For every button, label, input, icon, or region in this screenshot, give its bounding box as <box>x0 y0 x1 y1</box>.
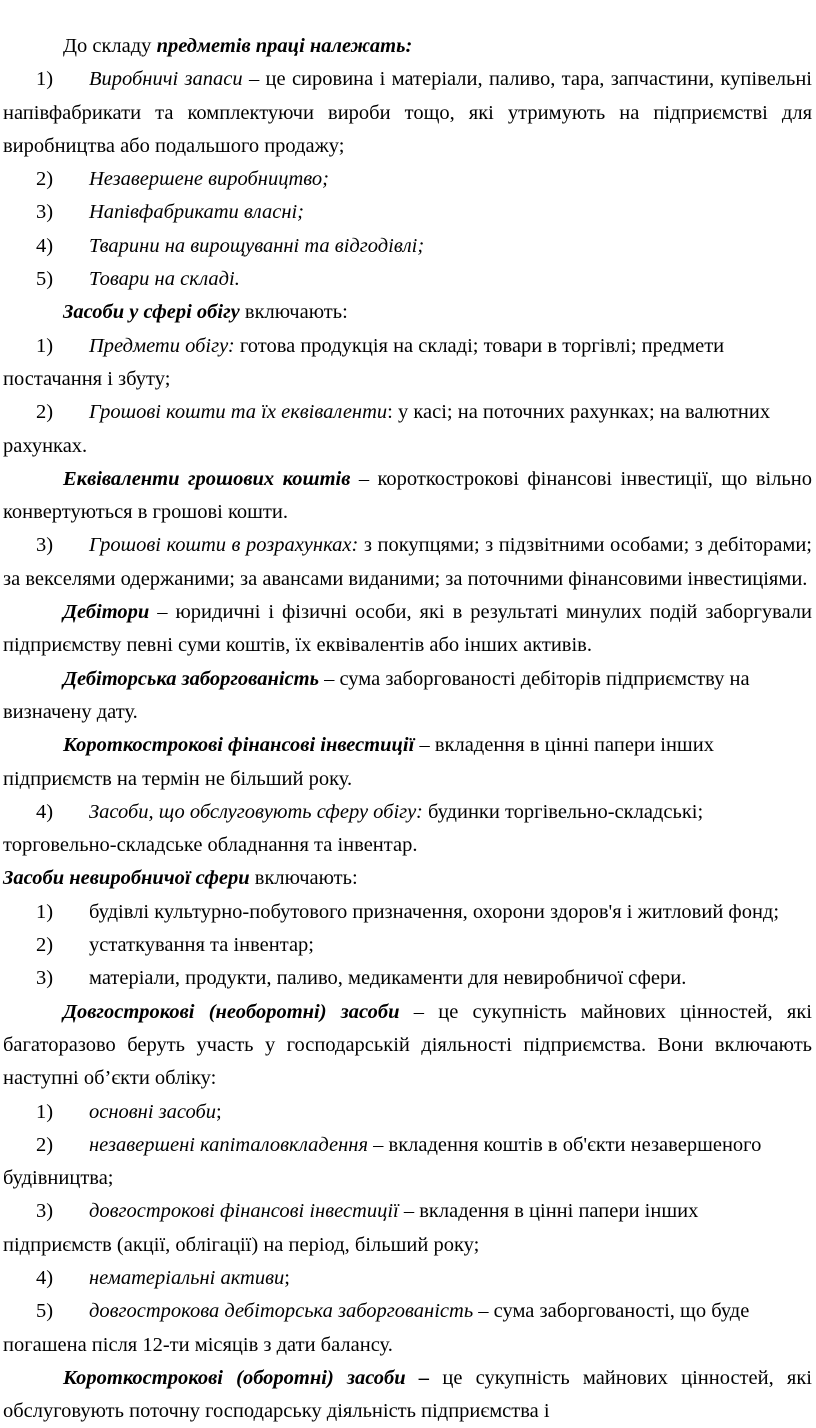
definition-paragraph <box>3 463 812 530</box>
list-item <box>3 396 812 463</box>
item-number: 4) <box>36 234 54 257</box>
definition-term: Дебіторська заборгованість <box>63 667 319 690</box>
item-number: 5) <box>36 1300 54 1323</box>
item-term: довгострокові фінансові інвестиції <box>89 1200 399 1223</box>
definition-paragraph <box>3 663 812 730</box>
list-item <box>3 896 812 929</box>
list-item <box>3 263 812 296</box>
definition-paragraph <box>3 729 812 796</box>
item-text: – сума заборгованості, що буде погашена після 12-ти місяців з дати балансу. <box>3 1300 750 1356</box>
definition-text: – юридичні і фізичні особи, які в результаті минулих подій заборгували підприємству певні суми коштів, їх еквівалентів або інших активів. <box>3 601 812 657</box>
section-text: включають: <box>249 867 358 890</box>
item-text: устаткування та інвентар; <box>89 934 314 957</box>
list-item <box>3 63 812 163</box>
item-number: 4) <box>36 800 54 823</box>
list-item <box>3 1195 812 1262</box>
item-term: Предмети обігу: <box>89 334 235 357</box>
list-item <box>3 529 812 596</box>
item-text: готова продукція на складі; товари в торгівлі; предмети постачання і збуту; <box>3 334 725 390</box>
item-term: довгострокова дебіторська заборгованість <box>89 1300 474 1323</box>
definition-paragraph <box>3 1362 812 1428</box>
item-text: : у касі; на поточних рахунках; на валютних рахунках. <box>3 401 771 457</box>
list-item <box>3 196 812 229</box>
item-term: Товари на складі. <box>89 268 240 291</box>
section-term: Засоби у сфері обігу <box>63 301 240 324</box>
item-text: ; <box>216 1100 222 1123</box>
item-number: 1) <box>36 1100 54 1123</box>
item-number: 3) <box>36 967 54 990</box>
item-term: Засоби, що обслуговують сферу обігу: <box>89 800 423 823</box>
definition-term: Короткострокові (оборотні) засоби – <box>63 1366 430 1389</box>
item-number: 2) <box>36 401 54 424</box>
item-number: 5) <box>36 268 54 291</box>
item-text: з покупцями; з підзвітними особами; з дебіторами; за векселями одержаними; за авансами виданими; за поточними фінансовими інвестиціями. <box>3 534 813 590</box>
item-number: 2) <box>36 934 54 957</box>
section-heading <box>3 862 812 895</box>
list-item <box>3 230 812 263</box>
item-term: Тварини на вирощуванні та відгодівлі; <box>89 234 425 257</box>
definition-term: Довгострокові (необоротні) засоби <box>63 1000 400 1023</box>
item-term: основні засоби <box>89 1100 217 1123</box>
item-term: Грошові кошти та їх еквіваленти <box>89 401 388 424</box>
definition-text: – короткострокові фінансові інвестиції, що вільно конвертуються в грошові кошти. <box>3 467 812 524</box>
section-heading <box>3 296 812 329</box>
definition-paragraph <box>3 996 812 1096</box>
item-number: 3) <box>36 201 54 224</box>
item-text: – вкладення коштів в об'єкти незавершеного будівництва; <box>3 1133 762 1190</box>
list-item <box>3 1096 812 1129</box>
list-item <box>3 1295 812 1362</box>
item-number: 1) <box>36 900 54 923</box>
intro-term: предметів праці належать: <box>156 35 413 57</box>
definition-term: Короткострокові фінансові інвестиції <box>63 734 415 757</box>
list-item <box>3 796 812 863</box>
item-term: Напівфабрикати власні; <box>89 201 305 224</box>
section-term: Засоби невиробничої сфери <box>3 867 250 890</box>
item-term: незавершені капіталовкладення <box>89 1133 369 1156</box>
item-number: 4) <box>36 1266 54 1289</box>
definition-paragraph <box>3 596 812 663</box>
item-number: 2) <box>36 1133 54 1156</box>
list-item <box>3 962 812 995</box>
item-number: 2) <box>36 168 54 191</box>
item-term: Виробничі запаси <box>89 68 243 91</box>
list-item <box>3 163 812 196</box>
intro-paragraph <box>3 30 812 63</box>
item-text: ; <box>284 1266 290 1289</box>
list-item <box>3 929 812 962</box>
item-text: будівлі культурно-побутового призначення, охорони здоров'я і житловий фонд; <box>89 900 780 923</box>
definition-text: – це сукупність майнових цінностей, які багаторазово беруть участь у господарській діяльності підприємства. Вони включають наступні об’єкти обліку: <box>3 1000 812 1090</box>
item-number: 3) <box>36 1200 54 1223</box>
item-term: Грошові кошти в розрахунках: <box>89 534 359 557</box>
list-item <box>3 1262 812 1295</box>
intro-text: До складу <box>63 35 157 57</box>
item-number: 3) <box>36 534 54 557</box>
item-term: Незавершене виробництво; <box>89 168 329 191</box>
section-text: включають: <box>239 301 348 324</box>
definition-text: це сукупність майнових цінностей, які обслуговують поточну господарську діяльність підприємства і <box>3 1366 813 1423</box>
item-text: – це сировина і матеріали, паливо, тара, запчастини, купівельні напівфабрикати та комплектуючи вироби тощо, які утримують на підприємстві для виробництва або подальшого продажу; <box>3 68 812 157</box>
item-text: матеріали, продукти, паливо, медикаменти для невиробничої сфери. <box>89 967 687 990</box>
item-text: будинки торгівельно-складські; торговельно-складське обладнання та інвентар. <box>3 800 704 857</box>
definition-term: Дебітори <box>63 601 150 624</box>
list-item <box>3 1129 812 1196</box>
definition-term: Еквіваленти грошових коштів <box>63 467 351 490</box>
list-item <box>3 330 812 397</box>
definition-text: – вкладення в цінні папери інших підприємств на термін не більший року. <box>3 734 714 790</box>
item-number: 1) <box>36 334 54 357</box>
definition-text: – сума заборгованості дебіторів підприємству на визначену дату. <box>3 667 750 723</box>
item-number: 1) <box>36 68 54 91</box>
item-term: нематеріальні активи <box>89 1266 285 1289</box>
item-text: – вкладення в цінні папери інших підприємств (акції, облігації) на період, більший року; <box>3 1200 699 1256</box>
